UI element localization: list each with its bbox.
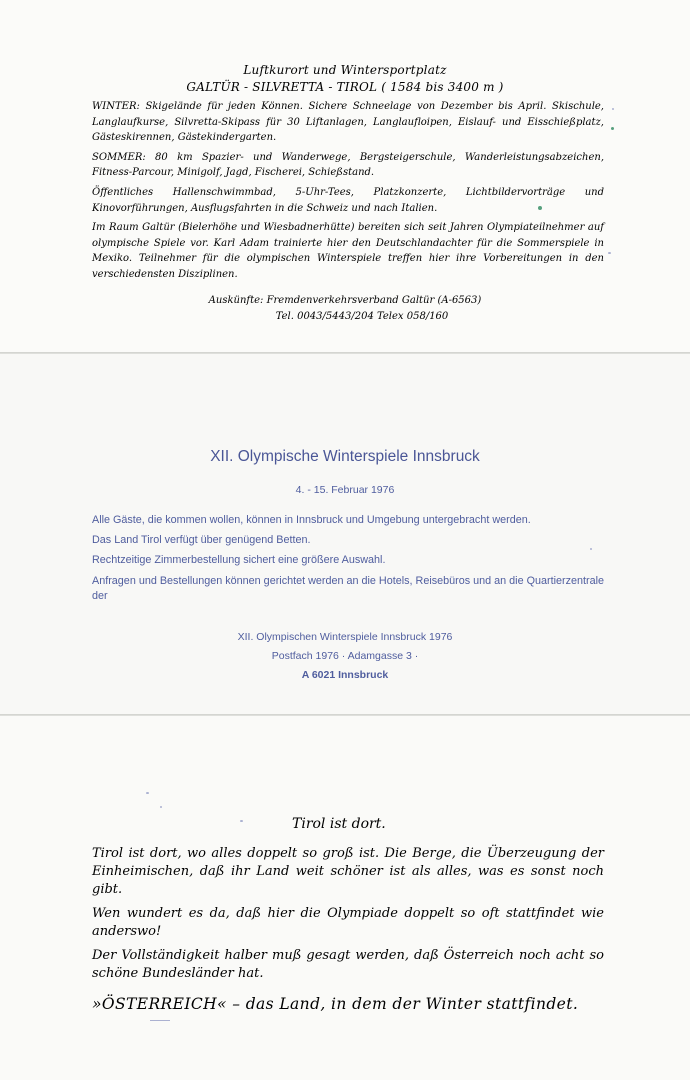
tirol-paragraph-2: Wen wundert es da, daß hier die Olympiade doppelt so oft stattfindet wie anderswo! [92, 906, 604, 939]
tirol-paragraph-1: Tirol ist dort, wo alles doppelt so groß ist. Die Berge, die Überzeugung der Einheimischen, daß ihr Land weit schöner ist als alles, was es sonst noch gibt. [92, 846, 604, 897]
galtuer-body [92, 99, 604, 287]
ink-speck [590, 548, 592, 550]
tirol-text [92, 845, 604, 1020]
oesterreich-slogan: »ÖSTERREICH« – das Land, in dem der Winter stattfindet. [92, 995, 579, 1013]
summer-paragraph: SOMMER: 80 km Spazier- und Wanderwege, Bergsteigerschule, Wanderleistungsabzeichen, Fitness-Parcour, Minigolf, Jagd, Fischerei, Schießstand. [92, 151, 604, 179]
contact-line1: Auskünfte: Fremdenverkehrsverband Galtür (A-6563) [208, 295, 482, 306]
ink-speck [538, 206, 542, 210]
galtuer-heading [0, 62, 690, 96]
galtuer-heading-line2: GALTÜR - SILVRETTA - TIROL ( 1584 bis 3400 m ) [186, 80, 504, 94]
tirol-paragraph-3: Der Vollständigkeit halber muß gesagt werden, daß Österreich noch acht so schöne Bundesländer hat. [92, 948, 604, 981]
address-line2 [0, 647, 690, 685]
ink-speck [612, 108, 614, 110]
beds-paragraph: Das Land Tirol verfügt über genügend Betten. [92, 534, 311, 547]
ink-speck [240, 820, 243, 822]
ink-speck [150, 1020, 170, 1021]
galtuer-contact [0, 293, 690, 324]
booking-paragraph: Rechtzeitige Zimmerbestellung sichert eine größere Auswahl. [92, 554, 386, 567]
address-line2-bold: A 6021 Innsbruck [301, 669, 389, 681]
innsbruck-body [92, 513, 604, 609]
tirol-title: Tirol ist dort. [292, 816, 386, 832]
address-line2-prefix: Postfach 1976 · Adamgasse 3 · [271, 650, 419, 662]
facilities-paragraph: Öffentliches Hallenschwimmbad, 5-Uhr-Tees, Platzkonzerte, Lichtbildervorträge und Kinovorführungen, Ausflugsfahrten in die Schweiz und nach Italien. [92, 186, 604, 214]
galtuer-heading-line1: Luftkurort und Wintersportplatz [243, 63, 447, 77]
ink-speck [611, 127, 614, 130]
guests-paragraph: Alle Gäste, die kommen wollen, können in Innsbruck und Umgebung untergebracht werden. [92, 514, 531, 526]
ink-speck [608, 252, 611, 254]
innsbruck-title: XII. Olympische Winterspiele Innsbruck [210, 448, 480, 465]
ink-speck [146, 792, 149, 794]
inquiries-paragraph: Anfragen und Bestellungen können gerichtet werden an die Hotels, Reisebüros und an die Quartierzentrale der [92, 574, 604, 603]
olympic-training-paragraph: Im Raum Galtür (Bielerhöhe und Wiesbadnerhütte) bereiten sich seit Jahren Olympiateilnehmer auf olympische Spiele vor. Karl Adam trainierte hier den Deutschlandachter für die Sommerspiele in Mexiko. Teilnehmer für die olympischen Winterspiele treffen hier ihre Vorbereitungen in den verschiedensten Disziplinen. [92, 222, 604, 280]
contact-line2: Tel. 0043/5443/204 Telex 058/160 [275, 310, 449, 322]
address-line1: XII. Olympischen Winterspiele Innsbruck 1976 [237, 631, 453, 643]
ink-speck [160, 806, 162, 808]
innsbruck-date: 4. - 15. Februar 1976 [295, 484, 395, 496]
winter-paragraph: WINTER: Skigelände für jeden Können. Sichere Schneelage von Dezember bis April. Skischule, Langlaufkurse, Silvretta-Skipass für 30 Liftanlagen, Langlaufloipen, Eislauf- und Eisschießplatz, Gästeskirennen, Gästekindergarten. [92, 101, 604, 144]
quartierzentrale-address [0, 628, 690, 685]
